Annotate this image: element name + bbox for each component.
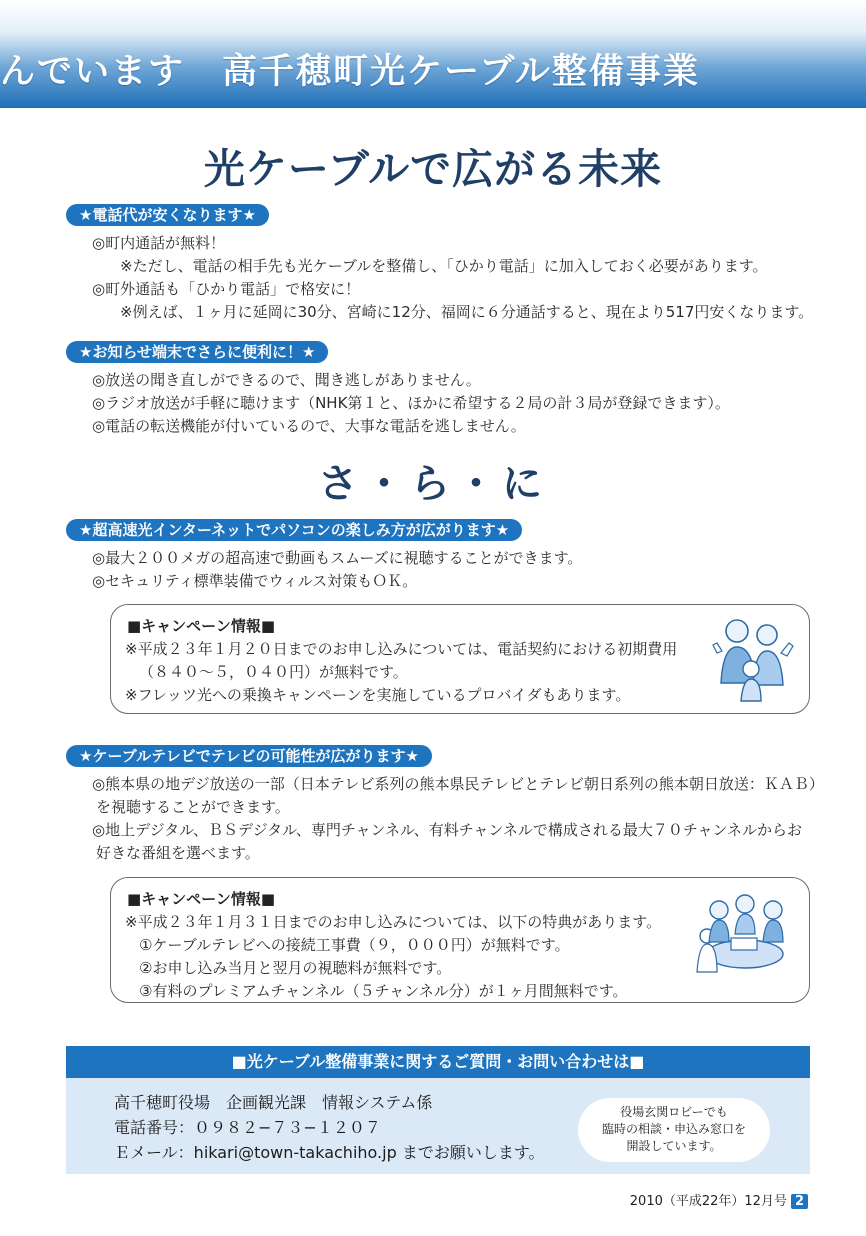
contact-phone: 電話番号：０９８２−７３−１２０７ xyxy=(114,1118,381,1137)
contact-heading: ■光ケーブル整備事業に関するご質問・お問い合わせは■ xyxy=(66,1046,810,1078)
banner-title: んでいます 高千穂町光ケーブル整備事業 xyxy=(0,52,700,92)
section-phone-line: ※例えば、１ヶ月に延岡に30分、宮崎に12分、福岡に６分通話すると、現在より517円安くなります。 xyxy=(120,303,814,321)
contact-office: 高千穂町役場 企画観光課 情報システム係 xyxy=(114,1093,433,1112)
section-internet-line: ◎セキュリティ標準装備でウィルス対策もＯＫ。 xyxy=(92,572,418,590)
section-cable-tv-line: 好きな番組を選べます。 xyxy=(96,844,260,862)
campaign-line: ※平成２３年１月２０日までのお申し込みについては、電話契約における初期費用 xyxy=(125,640,678,658)
campaign-line: （８４０～５，０４０円）が無料です。 xyxy=(139,663,408,681)
section-terminal-line: ◎放送の聞き直しができるので、聞き逃しがありません。 xyxy=(92,371,481,389)
section-phone-line: ※ただし、電話の相手先も光ケーブルを整備し、「ひかり電話」に加入しておく必要があります。 xyxy=(120,257,768,275)
lobby-note-line: 臨時の相談・申込み窓口を xyxy=(601,1122,746,1136)
section-label-cable-tv: ★ケーブルテレビでテレビの可能性が広がります★ xyxy=(66,745,432,767)
campaign-line: ③有料のプレミアムチャンネル（５チャンネル分）が１ヶ月間無料です。 xyxy=(139,982,628,1000)
section-label-internet: ★超高速光インターネットでパソコンの楽しみ方が広がります★ xyxy=(66,519,522,541)
section-cable-tv-line: を視聴することができます。 xyxy=(96,798,290,816)
contact-block xyxy=(66,1046,810,1174)
header-banner xyxy=(0,0,866,108)
family-illustration-icon xyxy=(711,613,797,707)
campaign-line: ①ケーブルテレビへの接続工事費（９，０００円）が無料です。 xyxy=(139,936,570,954)
campaign-title: ■キャンペーン情報■ xyxy=(127,617,276,635)
section-terminal-line: ◎電話の転送機能が付いているので、大事な電話を逃しません。 xyxy=(92,417,526,435)
campaign-line: ※フレッツ光への乗換キャンペーンを実施しているプロバイダもあります。 xyxy=(125,686,631,704)
section-label-phone: ★電話代が安くなります★ xyxy=(66,204,269,226)
section-cable-tv-line: ◎熊本県の地デジ放送の一部（日本テレビ系列の熊本県民テレビとテレビ朝日系列の熊本朝日放送：ＫＡＢ） xyxy=(92,775,824,793)
lobby-note-line: 開設しています。 xyxy=(626,1139,722,1153)
campaign-line: ②お申し込み当月と翌月の視聴料が無料です。 xyxy=(139,959,452,977)
family-tv-illustration-icon xyxy=(689,892,797,980)
section-internet-line: ◎最大２００メガの超高速で動画もスムーズに視聴することができます。 xyxy=(92,549,583,567)
campaign-title: ■キャンペーン情報■ xyxy=(127,890,276,908)
section-label-terminal: ★お知らせ端末でさらに便利に！★ xyxy=(66,341,328,363)
campaign-line: ※平成２３年１月３１日までのお申し込みについては、以下の特典があります。 xyxy=(125,913,662,931)
page-number: 2 xyxy=(791,1194,808,1209)
issue-date: 2010（平成22年）12月号 xyxy=(629,1194,787,1209)
section-cable-tv-line: ◎地上デジタル、ＢＳデジタル、専門チャンネル、有料チャンネルで構成される最大７０チャンネルからお xyxy=(92,821,802,839)
section-phone-line: ◎町内通話が無料！ xyxy=(92,234,226,252)
lobby-note xyxy=(578,1098,770,1162)
page-title: 光ケーブルで広がる未来 xyxy=(203,145,663,193)
campaign-box xyxy=(110,604,810,714)
campaign-box xyxy=(110,877,810,1003)
page-footer xyxy=(630,1190,808,1209)
section-phone-line: ◎町外通話も「ひかり電話」で格安に！ xyxy=(92,280,361,298)
contact-email[interactable]: Ｅメール：hikari@town-takachiho.jp までお願いします。 xyxy=(114,1143,545,1162)
section-terminal-line: ◎ラジオ放送が手軽に聴けます（NHK第１と、ほかに希望する２局の計３局が登録できます）。 xyxy=(92,394,730,412)
lobby-note-line: 役場玄関ロビーでも xyxy=(620,1105,728,1119)
sarani-heading: さ・ら・に xyxy=(318,461,548,507)
